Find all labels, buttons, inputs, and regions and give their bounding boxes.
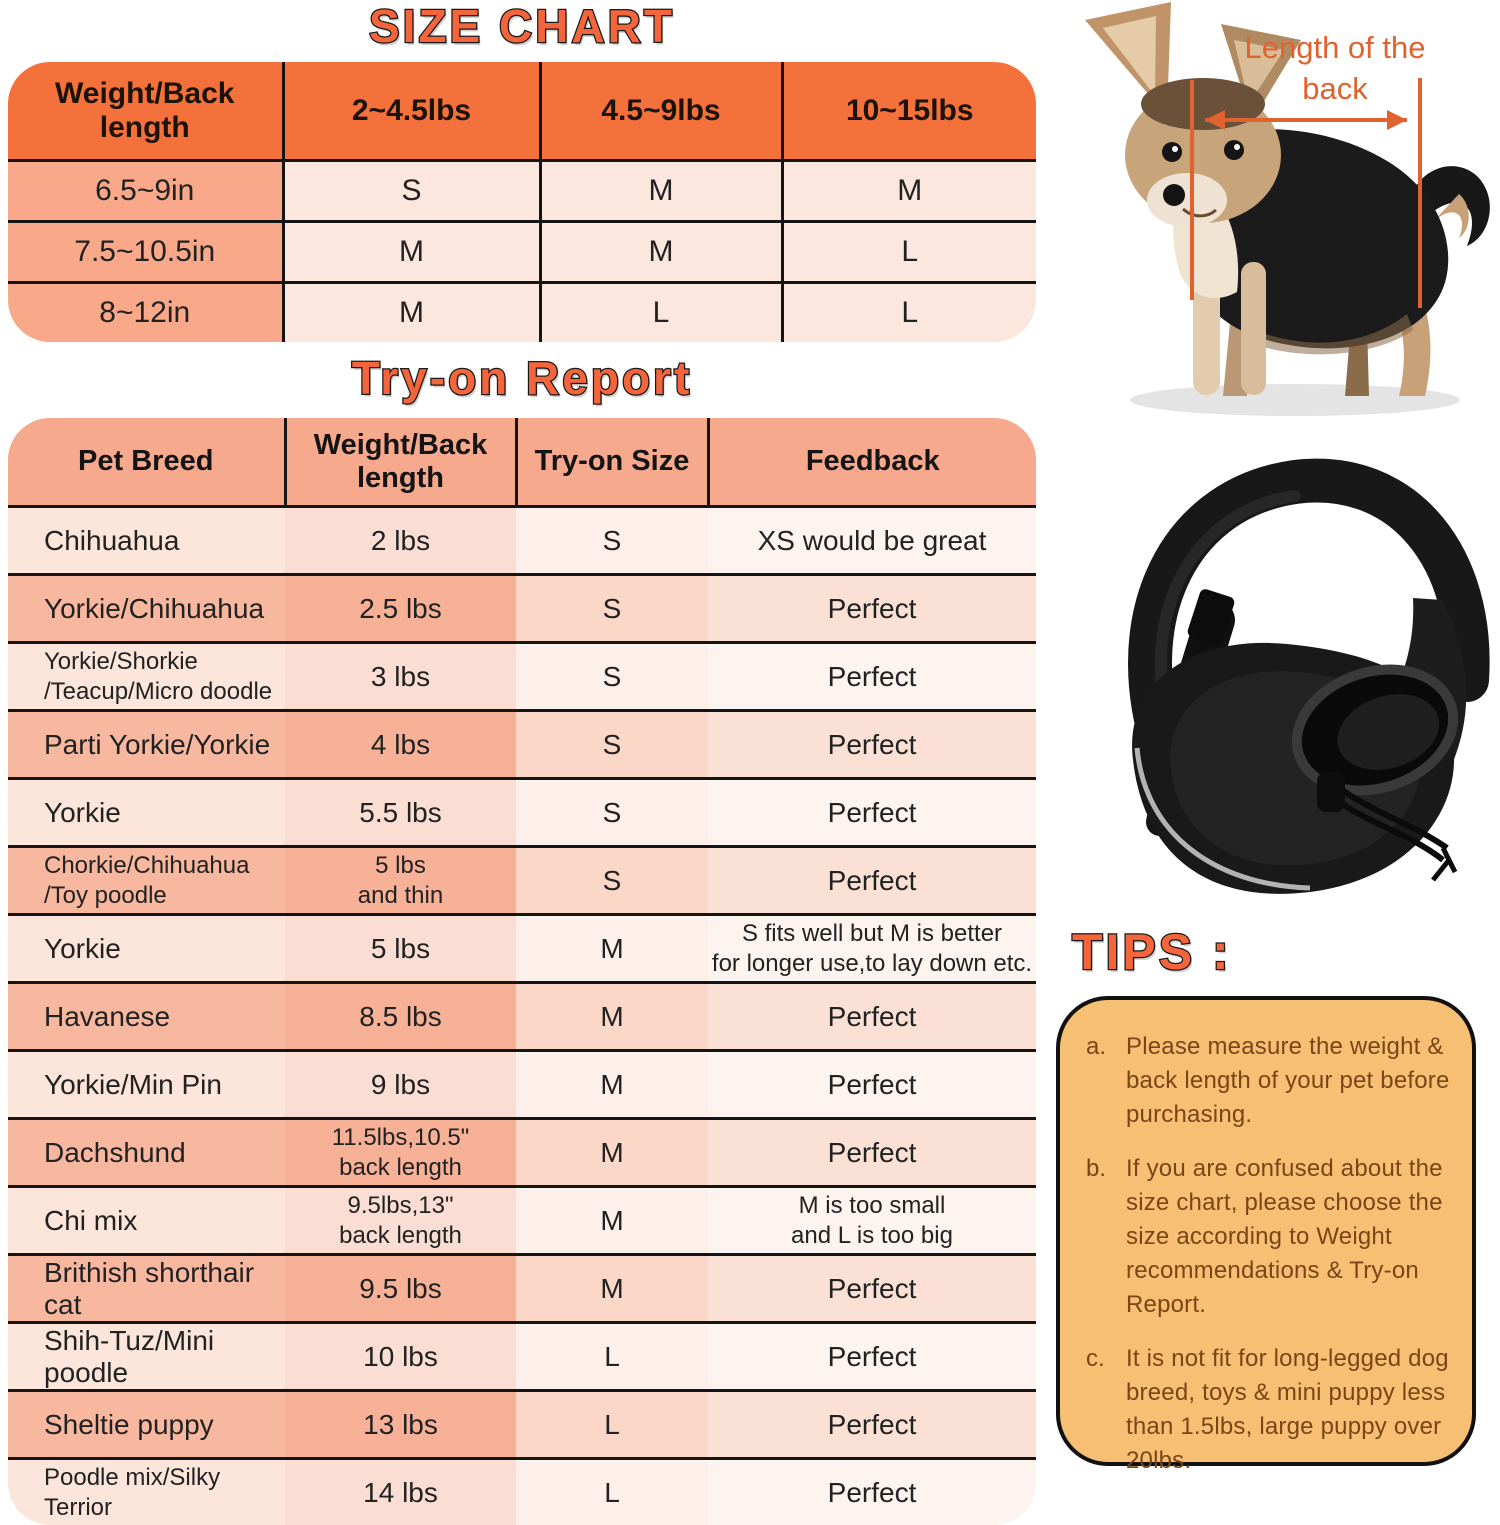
table-cell: 9.5lbs,13" back length (285, 1187, 516, 1255)
table-row (8, 643, 1036, 711)
tip-item (1086, 1342, 1454, 1478)
table-cell: M (516, 1119, 708, 1187)
table-cell: L (516, 1459, 708, 1525)
size-chart-table (8, 62, 1036, 342)
table-cell: 7.5~10.5in (8, 222, 283, 283)
table-cell: S (516, 847, 708, 915)
tip-key: a. (1086, 1030, 1126, 1132)
table-cell: Perfect (708, 847, 1036, 915)
table-cell: L (782, 222, 1036, 283)
column-header: Weight/Back length (8, 62, 283, 161)
table-cell: 5 lbs (285, 915, 516, 983)
table-cell: Perfect (708, 1119, 1036, 1187)
table-cell: 2 lbs (285, 507, 516, 575)
tips-box (1056, 996, 1476, 1466)
table-cell: S fits well but M is better for longer use,to lay down etc. (708, 915, 1036, 983)
table-row (8, 983, 1036, 1051)
table-cell: 10 lbs (285, 1323, 516, 1391)
column-header: Pet Breed (8, 418, 285, 507)
table-cell: M (516, 1187, 708, 1255)
table-cell: M (516, 983, 708, 1051)
table-cell: S (516, 779, 708, 847)
table-cell: M (540, 161, 782, 222)
size-chart-title: SIZE CHART (8, 0, 1036, 52)
table-cell: Perfect (708, 983, 1036, 1051)
tip-text: Please measure the weight & back length of your pet before purchasing. (1126, 1030, 1454, 1132)
table-cell: M (283, 283, 540, 343)
table-cell: Chi mix (8, 1187, 285, 1255)
tryon-report-title: Try-on Report (8, 352, 1036, 404)
table-cell: 11.5lbs,10.5" back length (285, 1119, 516, 1187)
table-row (8, 1459, 1036, 1525)
column-header: Weight/Back length (285, 418, 516, 507)
table-cell: 5 lbs and thin (285, 847, 516, 915)
table-cell: 9.5 lbs (285, 1255, 516, 1323)
tip-key: b. (1086, 1152, 1126, 1322)
table-cell: 9 lbs (285, 1051, 516, 1119)
table-cell: S (516, 643, 708, 711)
tip-text: It is not fit for long-legged dog breed, toys & mini puppy less than 1.5lbs, large puppy over 20lbs. (1126, 1342, 1454, 1478)
table-row (8, 1391, 1036, 1459)
size-chart-header-row (8, 62, 1036, 161)
column-header: 10~15lbs (782, 62, 1036, 161)
table-cell: 5.5 lbs (285, 779, 516, 847)
table-row (8, 711, 1036, 779)
table-cell: L (516, 1391, 708, 1459)
table-cell: Perfect (708, 1255, 1036, 1323)
sling-bag-photo (1075, 430, 1500, 925)
table-cell: Perfect (708, 1459, 1036, 1525)
table-cell: Perfect (708, 1391, 1036, 1459)
tip-item (1086, 1030, 1454, 1132)
table-cell: Chorkie/Chihuahua /Toy poodle (8, 847, 285, 915)
table-cell: 13 lbs (285, 1391, 516, 1459)
table-cell: 14 lbs (285, 1459, 516, 1525)
table-cell: Perfect (708, 643, 1036, 711)
table-row (8, 575, 1036, 643)
tip-text: If you are confused about the size chart, please choose the size according to Weight recommendations & Try-on Report. (1126, 1152, 1454, 1322)
table-cell: Yorkie (8, 915, 285, 983)
table-cell: Parti Yorkie/Yorkie (8, 711, 285, 779)
table-cell: Chihuahua (8, 507, 285, 575)
table-row (8, 779, 1036, 847)
table-row (8, 283, 1036, 343)
table-cell: S (516, 711, 708, 779)
table-cell: Perfect (708, 779, 1036, 847)
table-cell: 8~12in (8, 283, 283, 343)
table-row (8, 1051, 1036, 1119)
table-row (8, 222, 1036, 283)
table-cell: XS would be great (708, 507, 1036, 575)
table-row (8, 1119, 1036, 1187)
column-header: 4.5~9lbs (540, 62, 782, 161)
table-cell: 8.5 lbs (285, 983, 516, 1051)
table-row (8, 1255, 1036, 1323)
table-cell: Perfect (708, 575, 1036, 643)
tip-key: c. (1086, 1342, 1126, 1478)
column-header: Try-on Size (516, 418, 708, 507)
table-row (8, 1187, 1036, 1255)
table-cell: Yorkie/Min Pin (8, 1051, 285, 1119)
table-cell: Perfect (708, 711, 1036, 779)
table-cell: Poodle mix/Silky Terrior (8, 1459, 285, 1525)
tryon-report-table (8, 418, 1036, 1525)
table-cell: M (540, 222, 782, 283)
table-cell: Perfect (708, 1323, 1036, 1391)
table-row (8, 847, 1036, 915)
table-cell: Shih-Tuz/Mini poodle (8, 1323, 285, 1391)
table-cell: Perfect (708, 1051, 1036, 1119)
table-cell: M (516, 1051, 708, 1119)
table-cell: 6.5~9in (8, 161, 283, 222)
column-header: 2~4.5lbs (283, 62, 540, 161)
table-cell: Sheltie puppy (8, 1391, 285, 1459)
length-annotation-label: Length of the back (1235, 28, 1435, 110)
table-cell: Dachshund (8, 1119, 285, 1187)
table-cell: Havanese (8, 983, 285, 1051)
table-cell: S (516, 507, 708, 575)
table-row (8, 507, 1036, 575)
table-cell: Brithish shorthair cat (8, 1255, 285, 1323)
table-cell: S (516, 575, 708, 643)
table-row (8, 161, 1036, 222)
table-cell: 3 lbs (285, 643, 516, 711)
table-cell: Yorkie/Shorkie /Teacup/Micro doodle (8, 643, 285, 711)
column-header: Feedback (708, 418, 1036, 507)
table-row (8, 1323, 1036, 1391)
table-cell: M (516, 915, 708, 983)
table-row (8, 915, 1036, 983)
table-cell: L (540, 283, 782, 343)
table-cell: M (782, 161, 1036, 222)
table-cell: L (782, 283, 1036, 343)
tip-item (1086, 1152, 1454, 1322)
table-cell: M (283, 222, 540, 283)
table-cell: 4 lbs (285, 711, 516, 779)
table-cell: Yorkie/Chihuahua (8, 575, 285, 643)
table-cell: M (516, 1255, 708, 1323)
table-cell: Yorkie (8, 779, 285, 847)
tryon-header-row (8, 418, 1036, 507)
tips-title: TIPS : (1072, 924, 1232, 980)
table-cell: L (516, 1323, 708, 1391)
table-cell: M is too small and L is too big (708, 1187, 1036, 1255)
table-cell: 2.5 lbs (285, 575, 516, 643)
table-cell: S (283, 161, 540, 222)
